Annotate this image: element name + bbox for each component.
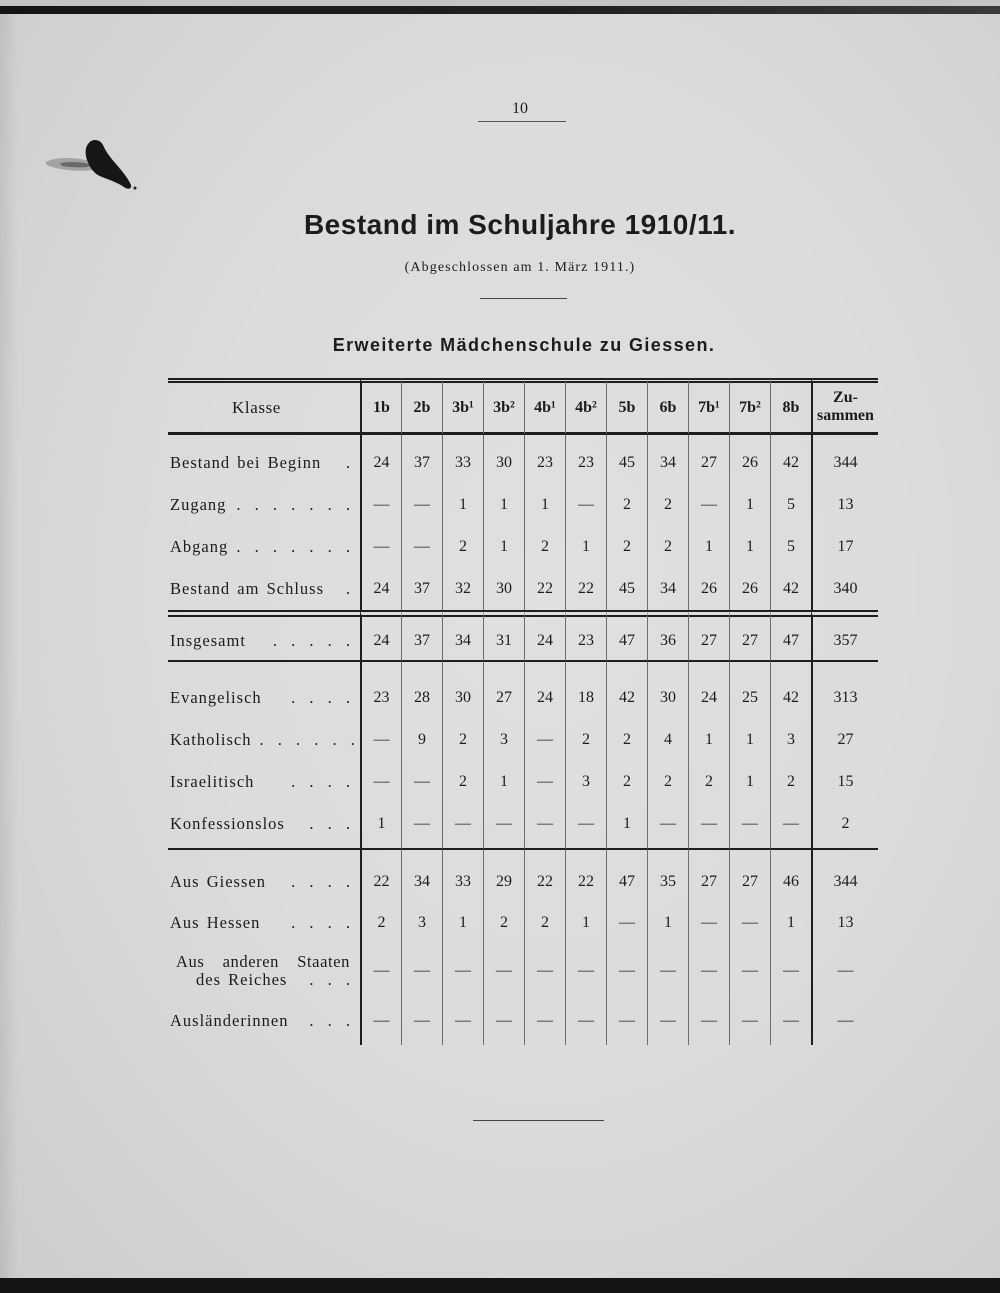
table-row: [168, 435, 878, 484]
row-label: Katholisch: [170, 730, 252, 749]
value-cell: —: [688, 943, 729, 999]
value-cell: 1: [647, 903, 688, 943]
value-cell: 24: [360, 568, 401, 610]
value-cell: 22: [524, 568, 565, 610]
value-cell: 1: [565, 903, 606, 943]
value-cell: 1: [688, 719, 729, 761]
dot-leader: .: [345, 453, 355, 472]
total-cell: 340: [811, 568, 878, 610]
value-cell: —: [401, 943, 442, 999]
value-cell: 1: [606, 803, 647, 848]
value-cell: —: [524, 999, 565, 1045]
scan-edge-top: [0, 6, 1000, 14]
value-cell: 37: [401, 435, 442, 484]
value-cell: 32: [442, 568, 483, 610]
value-cell: 24: [360, 435, 401, 484]
value-cell: 47: [770, 610, 811, 660]
value-cell: —: [483, 943, 524, 999]
row-label-line: [170, 730, 360, 750]
value-cell: 42: [770, 568, 811, 610]
value-cell: —: [360, 719, 401, 761]
value-cell: 29: [483, 848, 524, 903]
header-row: [168, 378, 878, 435]
value-cell: —: [524, 803, 565, 848]
value-cell: —: [442, 943, 483, 999]
scan-edge-bottom: [0, 1278, 1000, 1293]
column-header-7b1: 7b¹: [688, 378, 729, 435]
value-cell: 31: [483, 610, 524, 660]
value-cell: 1: [729, 526, 770, 568]
dot-leader: . . .: [309, 814, 355, 833]
total-cell: —: [811, 999, 878, 1045]
value-cell: —: [401, 761, 442, 803]
dot-leader: . . . .: [291, 688, 355, 707]
value-cell: —: [770, 803, 811, 848]
value-cell: 3: [770, 719, 811, 761]
value-cell: 3: [401, 903, 442, 943]
value-cell: —: [360, 484, 401, 526]
table-row: [168, 943, 878, 999]
value-cell: 1: [524, 484, 565, 526]
value-cell: 2: [647, 484, 688, 526]
value-cell: 1: [729, 761, 770, 803]
value-cell: 1: [729, 719, 770, 761]
dot-leader: . . . .: [291, 913, 355, 932]
row-label-line: [170, 495, 355, 515]
total-cell: 17: [811, 526, 878, 568]
value-cell: —: [565, 484, 606, 526]
row-label: Konfessionslos: [170, 814, 285, 833]
page-subtitle: (Abgeschlossen am 1. März 1911.): [404, 260, 636, 275]
value-cell: 22: [524, 848, 565, 903]
table-row: [168, 761, 878, 803]
row-label-line: [170, 872, 355, 892]
value-cell: 1: [565, 526, 606, 568]
row-label-line: [170, 1011, 355, 1031]
value-cell: 42: [606, 660, 647, 719]
row-label: Bestand bei Beginn: [170, 453, 322, 472]
column-header-8b: 8b: [770, 378, 811, 435]
value-cell: 1: [442, 903, 483, 943]
value-cell: —: [442, 803, 483, 848]
row-label-cell: [168, 526, 360, 568]
total-cell: 13: [811, 903, 878, 943]
value-cell: 30: [442, 660, 483, 719]
column-header-5b: 5b: [606, 378, 647, 435]
ink-stain: [40, 130, 140, 195]
total-cell: 15: [811, 761, 878, 803]
page-number-rule: [478, 121, 566, 122]
value-cell: —: [729, 943, 770, 999]
value-cell: 46: [770, 848, 811, 903]
value-cell: 1: [483, 484, 524, 526]
value-cell: 33: [442, 848, 483, 903]
value-cell: —: [647, 803, 688, 848]
row-label: Aus Hessen: [170, 913, 261, 932]
total-cell: 27: [811, 719, 878, 761]
scan-edge-left-shadow: [0, 14, 18, 1278]
value-cell: 26: [729, 568, 770, 610]
value-cell: 33: [442, 435, 483, 484]
value-cell: 23: [360, 660, 401, 719]
value-cell: 2: [688, 761, 729, 803]
value-cell: —: [770, 943, 811, 999]
value-cell: —: [401, 526, 442, 568]
row-label-cell: [168, 761, 360, 803]
dot-leader: . . . . . . .: [236, 495, 355, 514]
table-row: [168, 999, 878, 1045]
row-label: Israelitisch: [170, 772, 255, 791]
row-label: Bestand am Schluss: [170, 579, 324, 598]
value-cell: 2: [565, 719, 606, 761]
value-cell: 2: [524, 903, 565, 943]
value-cell: —: [606, 999, 647, 1045]
row-label-cell: [168, 610, 360, 660]
value-cell: 5: [770, 484, 811, 526]
value-cell: 27: [688, 435, 729, 484]
row-label-cell: [168, 568, 360, 610]
total-header-line2: sammen: [817, 407, 874, 424]
value-cell: 2: [360, 903, 401, 943]
row-label-cell: [168, 719, 360, 761]
row-label: Abgang: [170, 537, 229, 556]
row-label-line: [170, 688, 355, 708]
table-row: [168, 848, 878, 903]
value-cell: 24: [688, 660, 729, 719]
total-cell: 13: [811, 484, 878, 526]
value-cell: 2: [647, 761, 688, 803]
value-cell: 27: [688, 610, 729, 660]
value-cell: 5: [770, 526, 811, 568]
value-cell: —: [483, 803, 524, 848]
value-cell: —: [647, 943, 688, 999]
value-cell: 4: [647, 719, 688, 761]
value-cell: 27: [729, 610, 770, 660]
row-label-cell: [168, 435, 360, 484]
dot-leader: . . . . .: [272, 631, 355, 650]
column-header-zusammen: [811, 378, 878, 435]
row-label-line: [170, 537, 355, 557]
value-cell: 34: [442, 610, 483, 660]
value-cell: 3: [483, 719, 524, 761]
value-cell: —: [360, 526, 401, 568]
row-label-cell: [168, 943, 360, 999]
value-cell: 23: [524, 435, 565, 484]
total-cell: 313: [811, 660, 878, 719]
table-row: [168, 526, 878, 568]
value-cell: —: [729, 803, 770, 848]
row-label-line: [170, 453, 355, 473]
table-row: [168, 719, 878, 761]
row-label-cell: [168, 484, 360, 526]
table-row: [168, 484, 878, 526]
value-cell: 25: [729, 660, 770, 719]
row-label-line: [170, 913, 355, 933]
value-cell: 2: [442, 761, 483, 803]
value-cell: 36: [647, 610, 688, 660]
title-rule: [480, 298, 567, 299]
value-cell: 18: [565, 660, 606, 719]
row-label: Zugang: [170, 495, 227, 514]
row-label: Aus anderen Staaten: [176, 952, 350, 971]
value-cell: —: [606, 943, 647, 999]
value-cell: 22: [360, 848, 401, 903]
value-cell: 27: [688, 848, 729, 903]
value-cell: 2: [770, 761, 811, 803]
value-cell: 1: [483, 526, 524, 568]
value-cell: 1: [688, 526, 729, 568]
value-cell: 2: [442, 719, 483, 761]
value-cell: 1: [442, 484, 483, 526]
row-label: Ausländerinnen: [170, 1011, 289, 1030]
dot-leader: . . . . . .: [259, 730, 360, 749]
value-cell: 23: [565, 435, 606, 484]
value-cell: 37: [401, 568, 442, 610]
row-label-cell: [168, 999, 360, 1045]
total-cell: 344: [811, 435, 878, 484]
ink-stain-blot: [86, 140, 132, 189]
column-header-6b: 6b: [647, 378, 688, 435]
value-cell: —: [565, 803, 606, 848]
column-header-4b2: 4b²: [565, 378, 606, 435]
value-cell: —: [565, 943, 606, 999]
value-cell: 1: [770, 903, 811, 943]
value-cell: 45: [606, 435, 647, 484]
total-cell: 344: [811, 848, 878, 903]
total-cell: —: [811, 943, 878, 999]
dot-leader: . . .: [309, 1011, 355, 1030]
column-header-1b: 1b: [360, 378, 401, 435]
value-cell: 34: [401, 848, 442, 903]
value-cell: —: [360, 943, 401, 999]
value-cell: 37: [401, 610, 442, 660]
value-cell: 2: [524, 526, 565, 568]
value-cell: —: [401, 484, 442, 526]
row-label-line: [170, 814, 355, 834]
value-cell: 1: [360, 803, 401, 848]
value-cell: —: [729, 999, 770, 1045]
table-row: [168, 610, 878, 660]
page-title: Bestand im Schuljahre 1910/11.: [303, 209, 737, 240]
row-label-continued: des Reiches: [196, 970, 288, 989]
value-cell: 23: [565, 610, 606, 660]
value-cell: 42: [770, 435, 811, 484]
value-cell: 30: [483, 568, 524, 610]
value-cell: —: [524, 761, 565, 803]
value-cell: —: [606, 903, 647, 943]
value-cell: —: [688, 903, 729, 943]
row-label-line: [170, 579, 355, 599]
value-cell: 2: [442, 526, 483, 568]
column-header-4b1: 4b¹: [524, 378, 565, 435]
dot-leader: . . .: [309, 970, 355, 989]
value-cell: —: [401, 999, 442, 1045]
row-label-cell: [168, 660, 360, 719]
value-cell: 9: [401, 719, 442, 761]
value-cell: 34: [647, 435, 688, 484]
value-cell: 24: [524, 660, 565, 719]
column-header-2b: 2b: [401, 378, 442, 435]
value-cell: 27: [729, 848, 770, 903]
row-label: Evangelisch: [170, 688, 262, 707]
total-cell: 2: [811, 803, 878, 848]
value-cell: 35: [647, 848, 688, 903]
dot-leader: . . . . . . .: [236, 537, 355, 556]
row-label-line: [170, 772, 355, 792]
ink-stain-speck: [134, 187, 137, 190]
row-label-cell: [168, 803, 360, 848]
table-row: [168, 903, 878, 943]
value-cell: 28: [401, 660, 442, 719]
value-cell: 1: [729, 484, 770, 526]
value-cell: 30: [483, 435, 524, 484]
table-body: [168, 435, 878, 1045]
value-cell: 1: [483, 761, 524, 803]
dot-leader: .: [345, 579, 355, 598]
value-cell: —: [360, 999, 401, 1045]
value-cell: —: [729, 903, 770, 943]
row-label-cell: [168, 903, 360, 943]
value-cell: 24: [360, 610, 401, 660]
total-cell: 357: [811, 610, 878, 660]
value-cell: —: [688, 484, 729, 526]
row-label-cell: [168, 848, 360, 903]
value-cell: 42: [770, 660, 811, 719]
row-label: Insgesamt: [170, 631, 246, 650]
column-header-3b2: 3b²: [483, 378, 524, 435]
value-cell: —: [483, 999, 524, 1045]
value-cell: 2: [606, 761, 647, 803]
table-row: [168, 568, 878, 610]
dot-leader: . . . .: [291, 872, 355, 891]
stats-table: [168, 378, 878, 1045]
value-cell: —: [524, 719, 565, 761]
value-cell: 22: [565, 568, 606, 610]
value-cell: 2: [606, 526, 647, 568]
value-cell: —: [647, 999, 688, 1045]
value-cell: —: [688, 999, 729, 1045]
table-row: [168, 660, 878, 719]
value-cell: 3: [565, 761, 606, 803]
value-cell: 26: [688, 568, 729, 610]
value-cell: 34: [647, 568, 688, 610]
value-cell: —: [524, 943, 565, 999]
total-header-line1: Zu-: [833, 389, 858, 406]
column-header-3b1: 3b¹: [442, 378, 483, 435]
value-cell: 45: [606, 568, 647, 610]
value-cell: 22: [565, 848, 606, 903]
column-header-7b2: 7b²: [729, 378, 770, 435]
value-cell: 2: [606, 719, 647, 761]
school-heading: Erweiterte Mädchenschule zu Giessen.: [332, 335, 716, 355]
value-cell: 30: [647, 660, 688, 719]
value-cell: —: [770, 999, 811, 1045]
value-cell: —: [565, 999, 606, 1045]
value-cell: —: [401, 803, 442, 848]
value-cell: —: [442, 999, 483, 1045]
row-label-line: [170, 631, 355, 651]
row-label: Aus Giessen: [170, 872, 266, 891]
value-cell: —: [360, 761, 401, 803]
value-cell: 47: [606, 848, 647, 903]
table-row: [168, 803, 878, 848]
bottom-rule: [473, 1120, 604, 1121]
value-cell: 2: [483, 903, 524, 943]
row-label-line2: [170, 970, 355, 989]
value-cell: 26: [729, 435, 770, 484]
header-klasse: Klasse: [168, 378, 360, 435]
value-cell: 2: [647, 526, 688, 568]
value-cell: 47: [606, 610, 647, 660]
page-number: 10: [512, 100, 528, 117]
value-cell: 2: [606, 484, 647, 526]
value-cell: 27: [483, 660, 524, 719]
value-cell: —: [688, 803, 729, 848]
value-cell: 24: [524, 610, 565, 660]
dot-leader: . . . .: [291, 772, 355, 791]
